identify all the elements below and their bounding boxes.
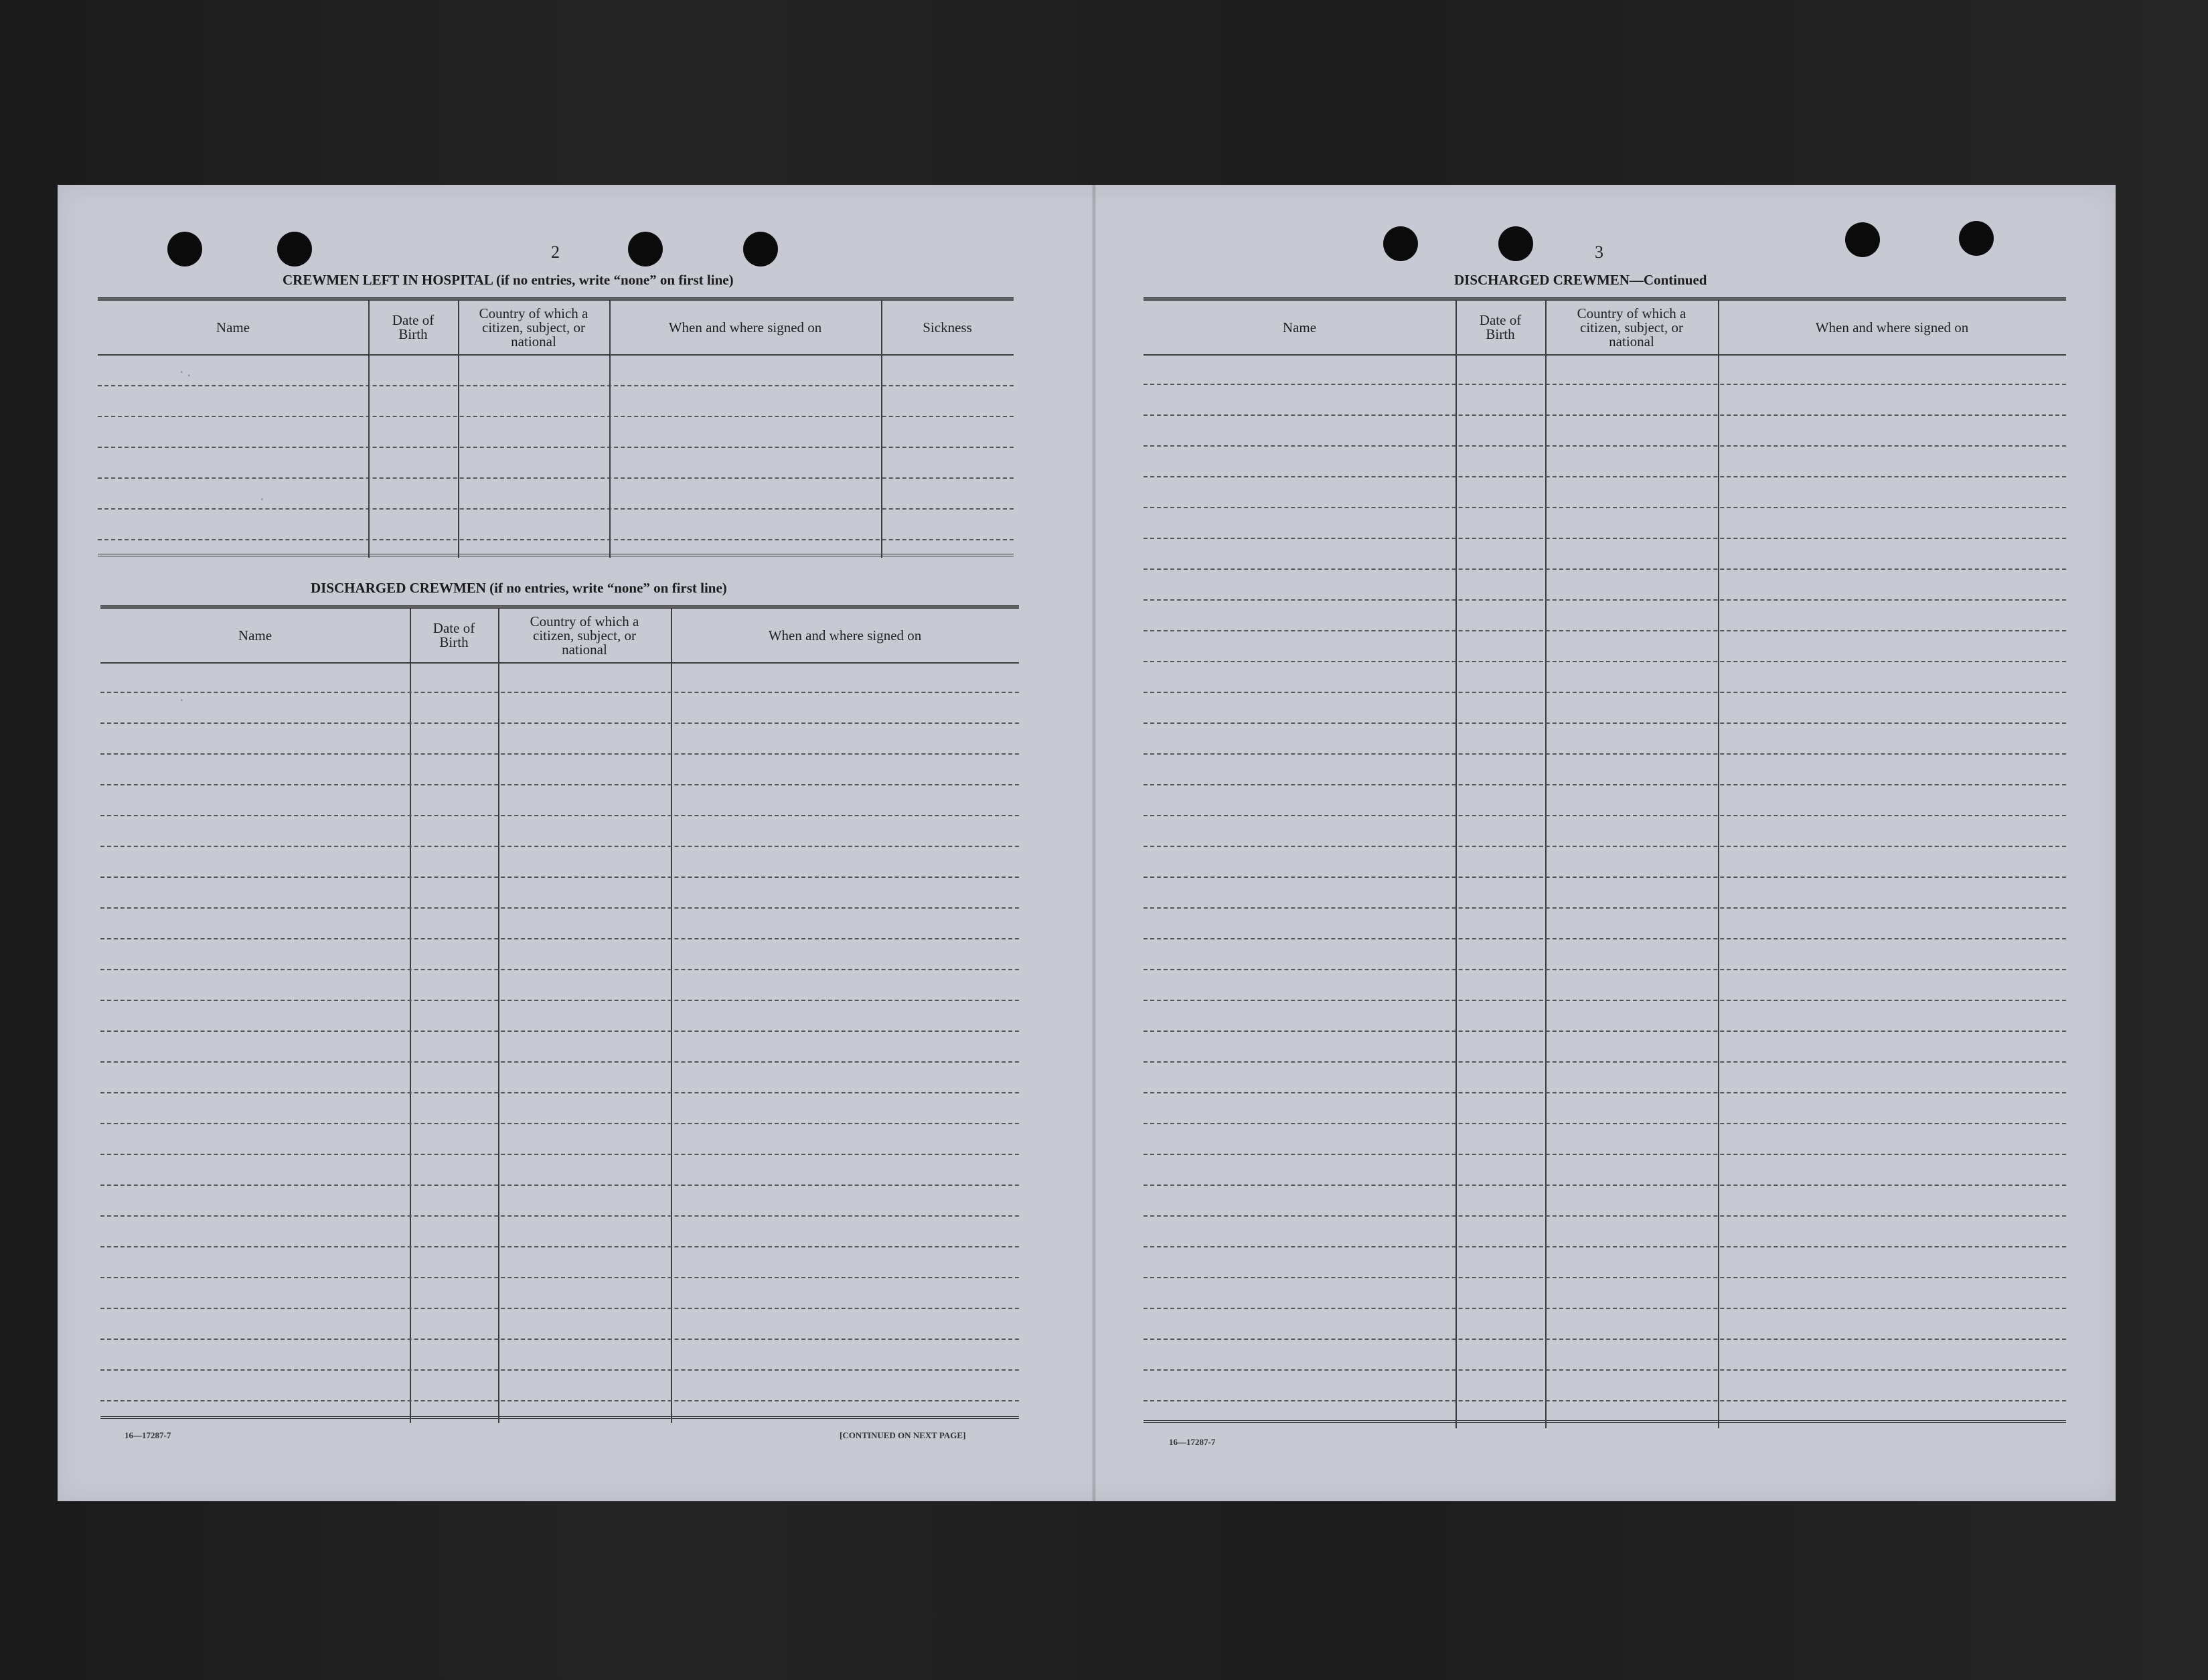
punch-hole [628, 232, 663, 266]
bleed-through-mark: · [258, 493, 266, 507]
table-bottom-rule [1144, 1420, 2066, 1423]
entry-line [1144, 414, 2066, 416]
entry-line [100, 1061, 1019, 1063]
header-signed-on: When and where signed on [1815, 319, 1969, 335]
column-divider [368, 301, 370, 558]
header-name: Name [1282, 319, 1317, 335]
hospital-section-title: CREWMEN LEFT IN HOSPITAL (if no entries, write “none” on first line) [283, 272, 734, 288]
entry-line [1144, 815, 2066, 816]
header-sickness: Sickness [923, 319, 972, 335]
entry-line [1144, 1277, 2066, 1278]
header-name: Name [216, 319, 250, 335]
column-divider [410, 609, 411, 1423]
bleed-through-mark: · [178, 694, 185, 708]
punch-hole [1498, 226, 1533, 261]
entry-line [100, 1154, 1019, 1155]
entry-line [100, 1092, 1019, 1093]
entry-line [100, 1308, 1019, 1309]
entry-line [100, 815, 1019, 816]
entry-line [1144, 1246, 2066, 1247]
entry-line [1144, 1339, 2066, 1340]
entry-line [1144, 784, 2066, 785]
entry-line [1144, 384, 2066, 385]
header-country: Country of which a citizen, subject, or national [1577, 305, 1686, 350]
discharged-table-header [100, 609, 1019, 664]
header-signed-on: When and where signed on [768, 627, 922, 643]
entry-line [1144, 445, 2066, 447]
entry-line [98, 477, 1014, 479]
entry-line [1144, 1154, 2066, 1155]
entry-line [100, 969, 1019, 970]
entry-line [1144, 1215, 2066, 1217]
form-number-left: 16—17287-7 [125, 1430, 171, 1440]
continued-note: [CONTINUED ON NEXT PAGE] [840, 1430, 966, 1440]
entry-line [1144, 1092, 2066, 1093]
entry-line [100, 1400, 1019, 1401]
header-signed-on: When and where signed on [668, 319, 822, 335]
column-divider [881, 301, 882, 558]
column-divider [1455, 301, 1457, 1428]
entry-line [100, 1369, 1019, 1371]
entry-line [98, 385, 1014, 386]
column-divider [1718, 301, 1719, 1428]
entry-line [1144, 507, 2066, 508]
entry-line [100, 938, 1019, 939]
column-divider [671, 609, 672, 1423]
entry-line [98, 447, 1014, 448]
entry-line [1144, 476, 2066, 477]
entry-line [1144, 538, 2066, 539]
entry-line [1144, 1308, 2066, 1309]
form-number-right: 16—17287-7 [1169, 1437, 1216, 1447]
entry-line [100, 1339, 1019, 1340]
hospital-table-header [98, 301, 1014, 356]
entry-line [1144, 938, 2066, 939]
entry-line [100, 784, 1019, 785]
hospital-table [98, 297, 1014, 558]
entry-line [100, 1215, 1019, 1217]
entry-line [100, 753, 1019, 755]
entry-line [100, 876, 1019, 878]
discharged-section-title: DISCHARGED CREWMEN (if no entries, write “none” on first line) [311, 580, 727, 596]
header-country: Country of which a citizen, subject, or national [479, 305, 588, 350]
column-divider [458, 301, 459, 558]
entry-line [1144, 1030, 2066, 1032]
entry-line [1144, 1400, 2066, 1401]
entry-line [1144, 753, 2066, 755]
entry-line [1144, 1000, 2066, 1001]
discharged-continued-header [1144, 301, 2066, 356]
entry-line [98, 508, 1014, 510]
header-country: Country of which a citizen, subject, or national [530, 613, 639, 658]
bleed-through-mark: ·. [178, 366, 193, 380]
entry-line [1144, 1369, 2066, 1371]
header-date-of-birth: Date of Birth [1479, 312, 1522, 342]
header-name: Name [238, 627, 272, 643]
entry-line [100, 1123, 1019, 1124]
header-date-of-birth: Date of Birth [432, 620, 475, 650]
page-number-right: 3 [1595, 242, 1603, 262]
entry-line [1144, 1185, 2066, 1186]
entry-line [100, 1277, 1019, 1278]
entry-line [100, 1030, 1019, 1032]
entry-line [1144, 1123, 2066, 1124]
entry-line [100, 846, 1019, 847]
form-paper [58, 185, 2116, 1501]
entry-line [1144, 722, 2066, 724]
center-fold [1092, 185, 1096, 1501]
header-date-of-birth: Date of Birth [392, 312, 435, 342]
entry-line [100, 907, 1019, 909]
entry-line [100, 1246, 1019, 1247]
entry-line [100, 1185, 1019, 1186]
entry-line [1144, 568, 2066, 570]
discharged-table-left [100, 605, 1019, 1423]
entry-line [100, 722, 1019, 724]
punch-hole [1383, 226, 1418, 261]
entry-line [1144, 969, 2066, 970]
entry-line [100, 692, 1019, 693]
entry-line [1144, 630, 2066, 631]
table-bottom-rule [98, 554, 1014, 556]
column-divider [1545, 301, 1547, 1428]
entry-line [98, 416, 1014, 417]
entry-line [1144, 661, 2066, 662]
entry-line [1144, 846, 2066, 847]
punch-hole [277, 232, 312, 266]
page-number-left: 2 [551, 242, 560, 262]
discharged-table-right [1144, 297, 2066, 1428]
entry-line [98, 539, 1014, 540]
punch-hole [1845, 222, 1880, 257]
entry-line [1144, 907, 2066, 909]
entry-line [100, 1000, 1019, 1001]
column-divider [609, 301, 611, 558]
punch-hole [743, 232, 778, 266]
entry-line [1144, 1061, 2066, 1063]
entry-line [1144, 692, 2066, 693]
column-divider [498, 609, 499, 1423]
punch-hole [1959, 221, 1994, 256]
punch-hole [167, 232, 202, 266]
discharged-continued-title: DISCHARGED CREWMEN—Continued [1454, 272, 1707, 288]
table-bottom-rule [100, 1416, 1019, 1419]
entry-line [1144, 599, 2066, 601]
entry-line [1144, 876, 2066, 878]
